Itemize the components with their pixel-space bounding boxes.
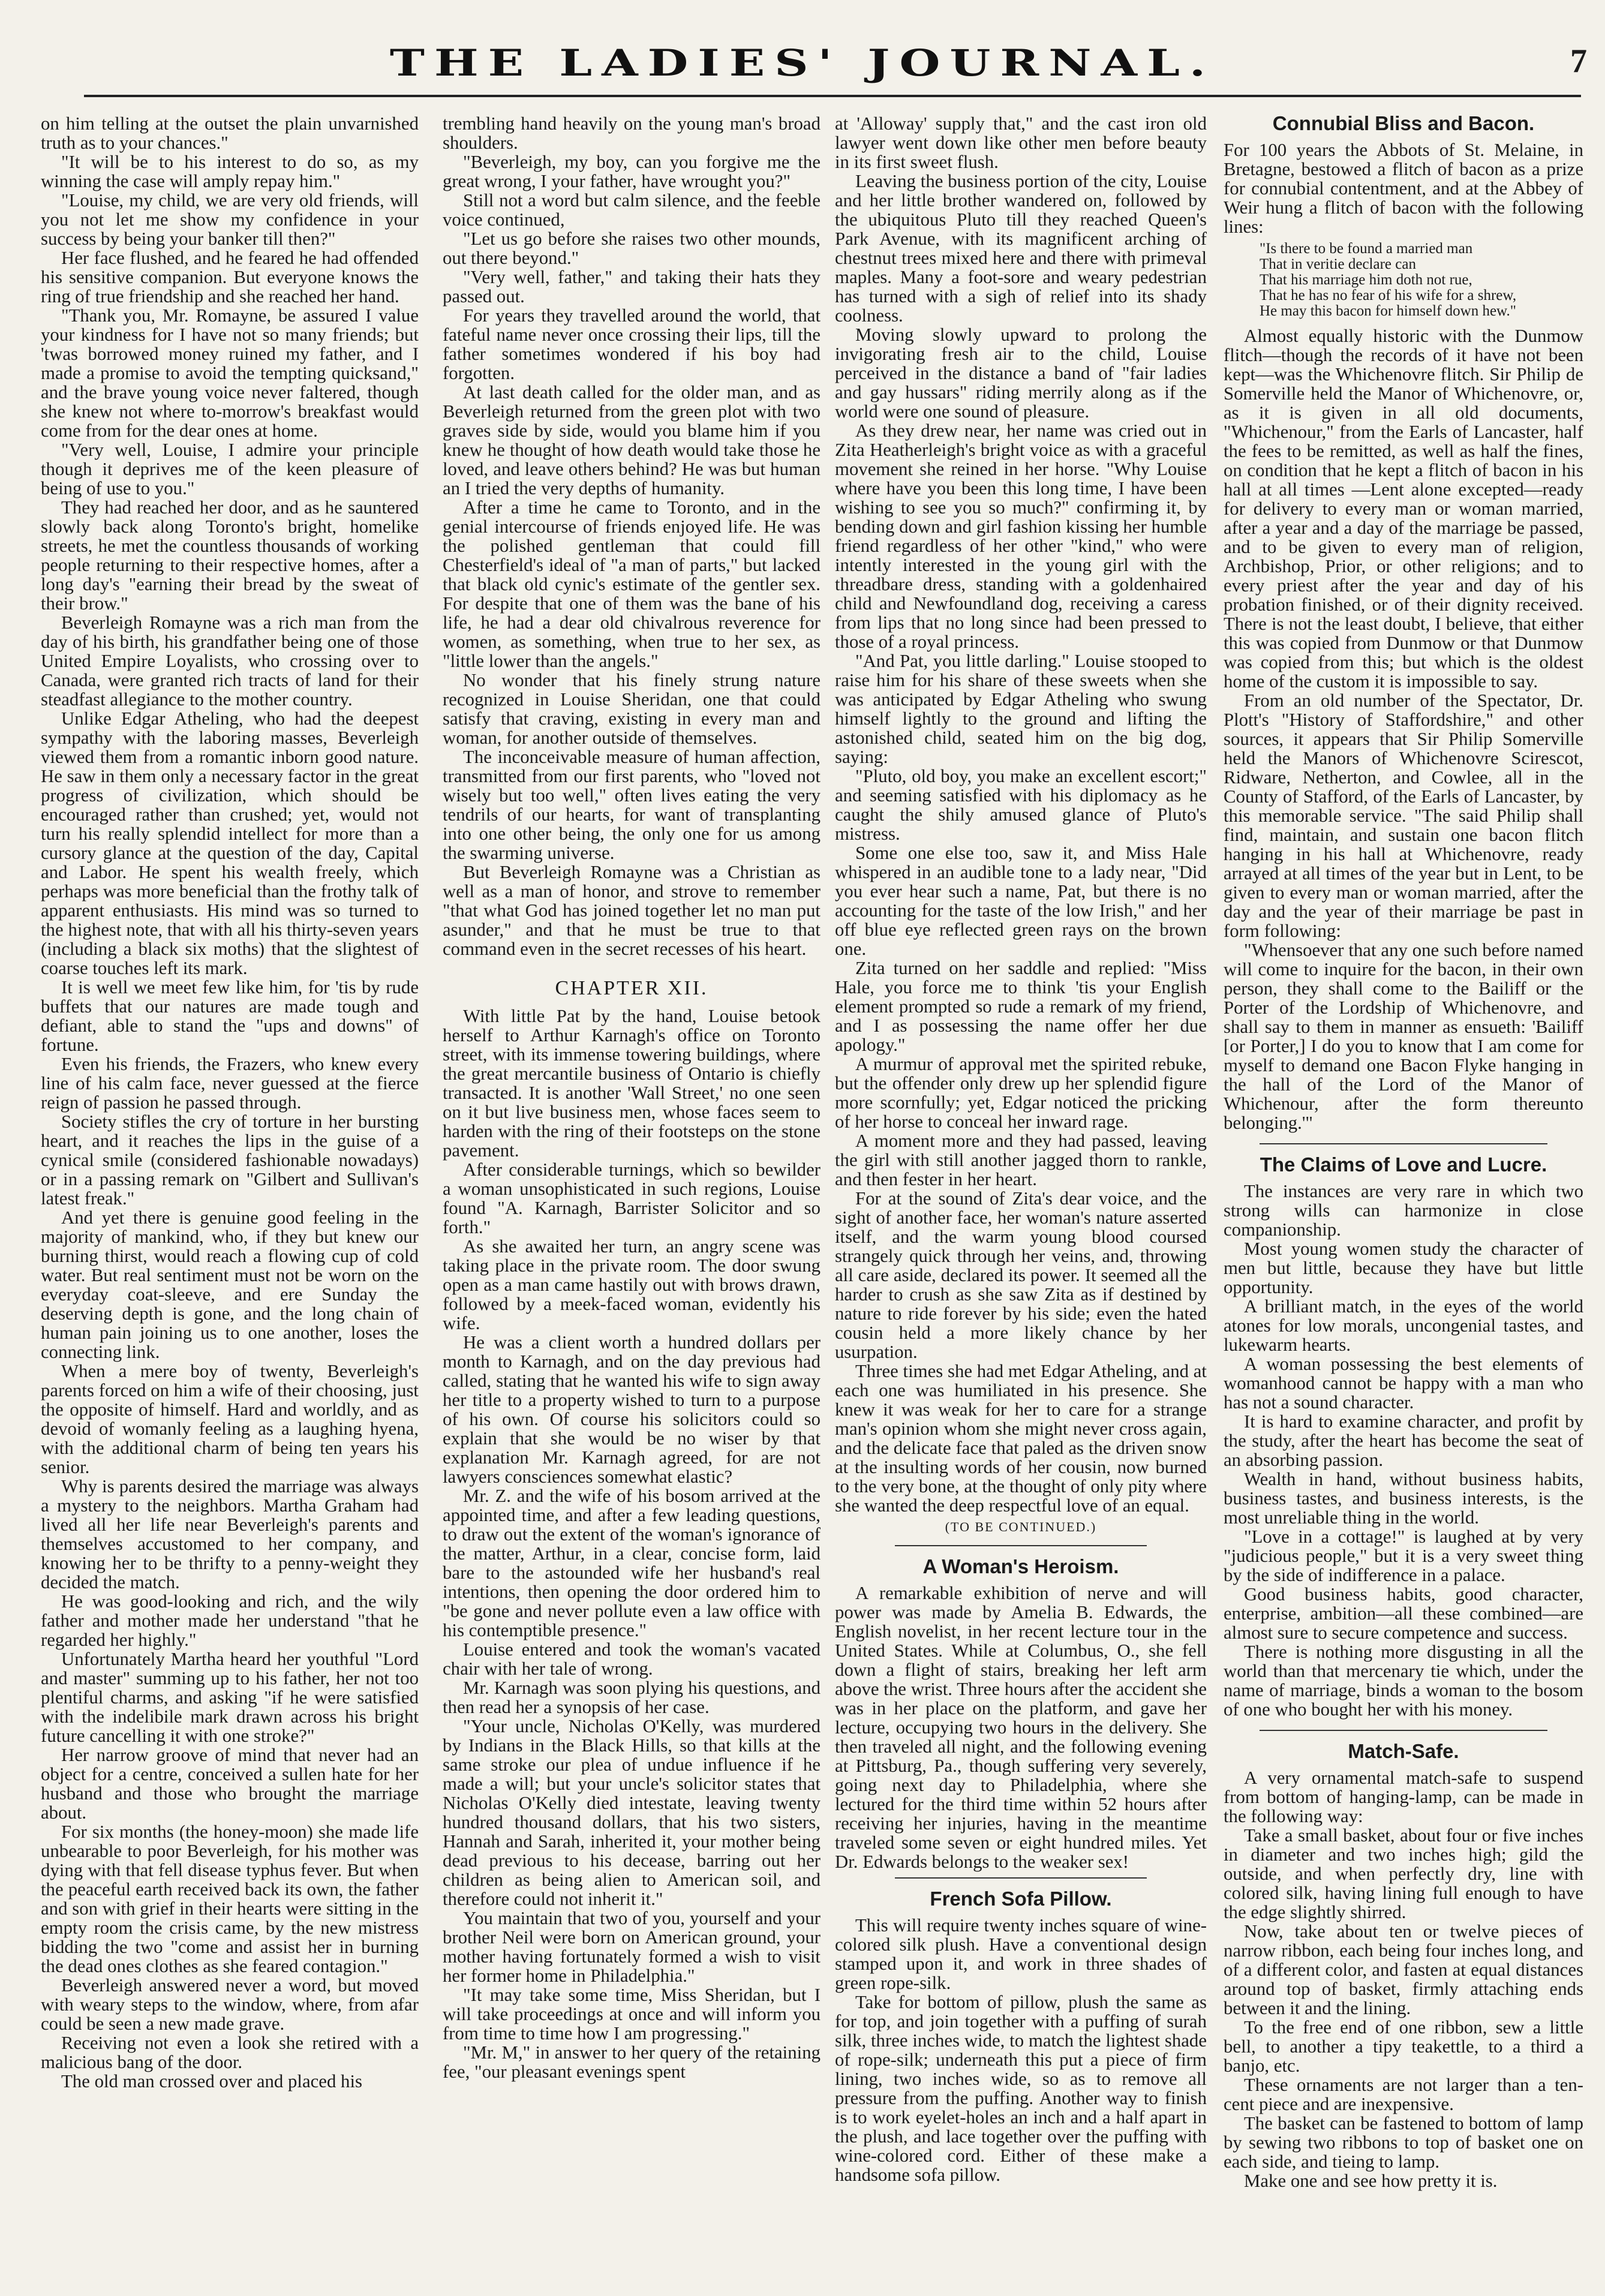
- paragraph: Zita turned on her saddle and replied: "Miss Hale, you force me to think 'tis your English element prompted so rude a remark of my friend, and I as possessing the name offer her due apology.": [835, 958, 1207, 1055]
- paragraph: "Louise, my child, we are very old friends, will you not let me show my confidence in your success by being your banker till then?": [41, 190, 419, 249]
- paragraph: Unlike Edgar Atheling, who had the deepest sympathy with the laboring masses, Beverleigh viewed them from a romantic inborn good nature. He saw in them only a necessary factor in the great progress of civilization, which should be encouraged rather than crushed; yet, would not turn his really splendid intellect for more than a cursory glance at the question of the day, Capital and Labor. He spent his wealth freely, which perhaps was more beneficial than the frothy talk of apparent enthusiasts. His mind was so turned to the highest note, that with all his thirty-seven years (including a black six moths) that the slightest of coarse touches left its mark.: [41, 708, 419, 978]
- paragraph: After a time he came to Toronto, and in the genial intercourse of friends enjoyed life. He was the polished gentleman that could fill Chesterfield's ideal of "a man of parts," but lacked that black old cynic's estimate of the gentler sex. For despite that one of them was the bane of his life, he had a dear old chivalrous reverence for women, as something, when true to her sex, as "little lower than the angels.": [443, 497, 820, 671]
- paragraph: You maintain that two of you, yourself and your brother Neil were born on American ground, your mother having fortunately formed a wish to visit her former home in Philadelphia.": [443, 1908, 820, 1986]
- paragraph: When a mere boy of twenty, Beverleigh's parents forced on him a wife of their choosing, just the opposite of himself. Hard and worldly, and as devoid of womanly feeling as a laughing hyena, with the additional charm of being ten years his senior.: [41, 1361, 419, 1477]
- bliss-heading: Connubial Bliss and Bacon.: [1272, 112, 1535, 134]
- paragraph: Society stifles the cry of torture in her bursting heart, and it reaches the lips in the guise of a cynical smile (considered fashionable nowadays) or in a passing remark on "Gilbert and Sullivan's latest freak.": [41, 1111, 419, 1209]
- paragraph: These ornaments are not larger than a ten-cent piece and are inexpensive.: [1224, 2075, 1583, 2114]
- paragraph: Almost equally historic with the Dunmow flitch—though the records of it have not been kept—was the Whichenovre flitch. Sir Philip de Somerville held the Manor of Whichenovre, or, as it is given in all old documents, "Whichenour," from the Earls of Lancaster, half the fees to be remitted, as well as half the fines, on condition that he kept a flitch of bacon in his hall at all times —Lent alone excepted—ready for delivery to every man or woman married, after a year and a day of the marriage be passed, and to be given to every man of religion, Archbishop, Prior, or other religions; and to every priest after the year and day of his probation finished, or of their dignity received. There is not the least doubt, I believe, that either this was copied from Dunmow or that Dunmow was copied from this; but which is the oldest home of the custom it is impossible to say.: [1224, 326, 1583, 692]
- divider: [1260, 1730, 1547, 1731]
- verse-line: That in veritie declare can: [1260, 256, 1416, 272]
- paragraph: "Whensoever that any one such before named will come to inquire for the bacon, in their own person, they shall come to the Bailiff or the Porter of the Lordship of Whichenovre, and shall say to them in manner as ensueth: 'Bailiff [or Porter,] I do you to know that I am come for myself to demand one Bacon Flyke hanging in the hall of the Lord of the Manor of Whichenour, after the form thereunto belonging.'": [1224, 940, 1583, 1133]
- paragraph: Most young women study the character of men but little, because they have but little opportunity.: [1224, 1239, 1583, 1297]
- bacon-verse: [1260, 241, 1583, 319]
- paragraph: "Pluto, old boy, you make an excellent escort;" and seeming satisfied with his diplomacy as he caught the shily amused glance of Pluto's mistress.: [835, 766, 1207, 844]
- paragraph: A remarkable exhibition of nerve and will power was made by Amelia B. Edwards, the English novelist, in her recent lecture tour in the United States. While at Columbus, O., she fell down a flight of stairs, breaking her left arm above the wrist. Three hours after the accident she was in her place on the platform, and gave her lecture, occupying two hours in the delivery. She then traveled all night, and the following evening at Pittsburg, Pa., though suffering very severely, going next day to Philadelphia, where she lectured for the third time within 52 hours after receiving her injuries, having in the meantime traveled some seven or eight hundred miles. Yet Dr. Edwards belongs to the weaker sex!: [835, 1583, 1207, 1872]
- love-lucre-heading: The Claims of Love and Lucre.: [1260, 1153, 1547, 1176]
- paragraph: Her narrow groove of mind that never had an object for a centre, conceived a sullen hate for her husband and those who brought the marriage about.: [41, 1745, 419, 1823]
- paragraph: A woman possessing the best elements of womanhood cannot be happy with a man who has not a sound character.: [1224, 1354, 1583, 1413]
- paragraph: A murmur of approval met the spirited rebuke, but the offender only drew up her splendid figure more scornfully; yet, Edgar noticed the pricking of her horse to conceal her inward rage.: [835, 1054, 1207, 1132]
- paragraph: The instances are very rare in which two strong wills can harmonize in close companionship.: [1224, 1181, 1583, 1240]
- verse-line: That he has no fear of his wife for a shrew,: [1260, 287, 1517, 303]
- heroism-heading: A Woman's Heroism.: [922, 1555, 1119, 1577]
- divider: [1260, 1143, 1547, 1144]
- paragraph: Her face flushed, and he feared he had offended his sensitive companion. But everyone knows the ring of true friendship and she reached her hand.: [41, 248, 419, 306]
- masthead-rule: [84, 95, 1581, 97]
- paragraph: The basket can be fastened to bottom of lamp by sewing two ribbons to top of basket one on each side, and tieing to lamp.: [1224, 2113, 1583, 2172]
- paragraph: The inconceivable measure of human affection, transmitted from our first parents, who "loved not wisely but too well," often lives eating the very tendrils of our hearts, for want of transplanting into one other being, the only one for us among the swarming universe.: [443, 747, 820, 863]
- chapter-text: [443, 1006, 820, 2081]
- paragraph: "Thank you, Mr. Romayne, be assured I value your kindness for I have not so many friends; but 'twas borrowed money ruined my father, and I made a promise to avoid the tempting quicksand," and the brave young voice never faltered, though she knew not where to-morrow's breakfast would come from for the dear ones at home.: [41, 305, 419, 441]
- paragraph: Wealth in hand, without business habits, business tastes, and business interests, is the most unreliable thing in the world.: [1224, 1469, 1583, 1528]
- paragraph: Beverleigh answered never a word, but moved with weary steps to the window, where, from afar could be seen a new made grave.: [41, 1975, 419, 2034]
- bliss-intro: For 100 years the Abbots of St. Melaine, in Bretagne, bestowed a flitch of bacon as a prize for connubial contentment, and at the Abbey of Weir hung a flitch of bacon with the following lines:: [1224, 140, 1583, 237]
- paragraph: Now, take about ten or twelve pieces of narrow ribbon, each being four inches long, and of a different color, and fasten at equal distances around top of basket, firmly attaching ends between it and the lining.: [1224, 1921, 1583, 2018]
- match-safe-heading: Match-Safe.: [1348, 1740, 1459, 1762]
- paragraph: A moment more and they had passed, leaving the girl with still another jagged thorn to rankle, and then fester in her heart.: [835, 1131, 1207, 1189]
- paragraph: trembling hand heavily on the young man's broad shoulders.: [443, 113, 820, 153]
- sofa-pillow-heading: French Sofa Pillow.: [930, 1888, 1112, 1910]
- paragraph: Louise entered and took the woman's vacated chair with her tale of wrong.: [443, 1639, 820, 1679]
- paragraph: Receiving not even a look she retired with a malicious bang of the door.: [41, 2033, 419, 2072]
- paragraph: There is nothing more disgusting in all the world than that mercenary tie which, under the name of marriage, binds a woman to the bosom of one who bought her with his money.: [1224, 1642, 1583, 1720]
- column-1: [41, 114, 419, 2091]
- verse-line: He may this bacon for himself down hew.": [1260, 303, 1516, 319]
- divider: [895, 1545, 1147, 1546]
- paragraph: Good business habits, good character, enterprise, ambition—all these combined—are almost sure to secure competence and success.: [1224, 1584, 1583, 1643]
- column-3: [835, 114, 1207, 2184]
- paragraph: Leaving the business portion of the city, Louise and her little brother wandered on, followed by the ubiquitous Pluto till they reached Queen's Park Avenue, with its magnificent arching of chestnut trees mixed here and there with primeval maples. Many a foot-sore and weary pedestrian has turned with a sigh of relief into its shady coolness.: [835, 171, 1207, 326]
- paragraph: "Very well, Louise, I admire your principle though it deprives me of the keen pleasure of being of use to you.": [41, 440, 419, 498]
- page-number: 7: [1570, 43, 1587, 80]
- paragraph: It is hard to examine character, and profit by the study, after the heart has become the seat of an absorbing passion.: [1224, 1411, 1583, 1470]
- heroism-article: [835, 1583, 1207, 1871]
- paragraph: Take a small basket, about four or five inches in diameter and two inches high; gild the outside, and when perfectly dry, line with colored silk, having lining full enough to have the edge slightly shirred.: [1224, 1825, 1583, 1922]
- paragraph: Why is parents desired the marriage was always a mystery to the neighbors. Martha Graham had lived all her life near Beverleigh's parents and themselves accustomed to her company, and knowing her to be thrifty to a penny-weight they decided the match.: [41, 1476, 419, 1592]
- paragraph: After considerable turnings, which so bewilder a woman unsophisticated in such regions, Louise found "A. Karnagh, Barrister Solicitor and so forth.": [443, 1159, 820, 1237]
- paragraph: Beverleigh Romayne was a rich man from the day of his birth, his grandfather being one of those United Empire Loyalists, who crossing over to Canada, were granted rich tracts of land for their steadfast allegiance to the mother country.: [41, 612, 419, 710]
- bliss-article: [1224, 326, 1583, 1132]
- paragraph: "Love in a cottage!" is laughed at by very "judicious people," but it is a very sweet thing by the side of indifference in a palace.: [1224, 1526, 1583, 1585]
- paragraph: "Mr. M," in answer to her query of the retaining fee, "our pleasant evenings spent: [443, 2042, 820, 2082]
- paragraph: No wonder that his finely strung nature recognized in Louise Sheridan, one that could satisfy that craving, existing in every man and woman, for another outside of themselves.: [443, 670, 820, 748]
- paragraph: A brilliant match, in the eyes of the world atones for low morals, uncongenial tastes, and lukewarm hearts.: [1224, 1296, 1583, 1355]
- paragraph: "And Pat, you little darling." Louise stooped to raise him for his share of these sweets when she was anticipated by Edgar Atheling who swung himself lightly to the ground and lifting the astonished child, seated him on the big dog, saying:: [835, 651, 1207, 767]
- paragraph: And yet there is genuine good feeling in the majority of mankind, who, if they but knew our burning thirst, would reach a flowing cup of cold water. But real sentiment must not be worn on the everyday coat-sleeve, and ere Sunday the deserving depth is gone, and the long chain of human pain joining us to one another, loses the connecting link.: [41, 1207, 419, 1362]
- paragraph: "Let us go before she raises two other mounds, out there beyond.": [443, 229, 820, 268]
- paragraph: "It will be to his interest to do so, as my winning the case will amply repay him.": [41, 152, 419, 191]
- paragraph: The old man crossed over and placed his: [61, 2071, 362, 2091]
- verse-line: "Is there to be found a married man: [1260, 241, 1473, 257]
- paragraph: From an old number of the Spectator, Dr. Plott's "History of Staffordshire," and other sources, it appears that Sir Philip Somerville held the Manors of Whichenovre Scirescot, Ridware, Netherton, and Cowlee, all in the County of Stafford, of the Earls of Lancaster, by this memorable service. "The said Philip shall find, maintain, and sustain one bacon flitch hanging in his hall at Whichenovre, ready arrayed at all times of the year but in Lent, to be given to every man or woman married, after the day and the year of their marriage be past in form following:: [1224, 690, 1583, 941]
- paragraph: To the free end of one ribbon, sew a little bell, to another a tipy teakettle, to a third a banjo, etc.: [1224, 2017, 1583, 2076]
- paragraph: "Beverleigh, my boy, can you forgive me the great wrong, I your father, have wrought you?": [443, 152, 820, 191]
- to-be-continued: (TO BE CONTINUED.): [945, 1519, 1097, 1534]
- paragraph: For years they travelled around the world, that fateful name never once crossing their lips, till the father sometimes wondered if his boy had forgotten.: [443, 305, 820, 383]
- paragraph: A very ornamental match-safe to suspend from bottom of hanging-lamp, can be made in the following way:: [1224, 1768, 1583, 1826]
- story-continued-text: [443, 114, 820, 958]
- paragraph: Mr. Karnagh was soon plying his questions, and then read her a synopsis of her case.: [443, 1678, 820, 1717]
- paragraph: He was a client worth a hundred dollars per month to Karnagh, and on the day previous had called, stating that he wanted his wife to sign away her title to a property wished to turn to a purpose of his own. Of course his solicitors could so explain that she would be no wiser by that explanation Mr. Karnagh agreed, for are not lawyers consciences somewhat elastic?: [443, 1332, 820, 1487]
- paragraph: "It may take some time, Miss Sheridan, but I will take proceedings at once and will inform you from time to time how I am progressing.": [443, 1985, 820, 2043]
- paragraph: They had reached her door, and as he sauntered slowly back along Toronto's bright, homelike streets, he met the countless thousands of working people returning to their respective homes, after a long day's "earning their bread by the sweat of their brow.": [41, 497, 419, 614]
- paragraph: "Very well, father," and taking their hats they passed out.: [443, 267, 820, 306]
- love-lucre-article: [1224, 1182, 1583, 1719]
- paragraph: Some one else too, saw it, and Miss Hale whispered in an audible tone to a lady near, "Did you ever hear such a name, Pat, but there is no accounting for the taste of the low Irish," and her off blue eye reflected green rays on the brown one.: [835, 843, 1207, 959]
- paragraph: Mr. Z. and the wife of his bosom arrived at the appointed time, and after a few leading questions, to draw out the extent of the woman's ignorance of the matter, Arthur, in a clear, concise form, laid bare to the astounded wife her husband's real intentions, then opening the door ordered him to "be gone and never pollute even a law office with his contemptible presence.": [443, 1486, 820, 1640]
- paragraph: on him telling at the outset the plain unvarnished truth as to your chances.": [41, 113, 419, 153]
- paragraph: As they drew near, her name was cried out in Zita Heatherleigh's bright voice as with a graceful movement she reined in her horse. "Why Louise where have you been this long time, I have been wishing to see you so much?" confirming it, by bending down and girl fashion kissing her humble friend regardless of her other "kind," who were intently interested in the young girl with the threadbare dress, standing with a goldenhaired child and Newfoundland dog, receiving a caress from lips that no long since had been pressed to those of a royal princess.: [835, 420, 1207, 652]
- story-text: [835, 114, 1207, 1515]
- divider: [895, 1877, 1147, 1879]
- masthead: [0, 0, 1605, 102]
- paragraph: "Your uncle, Nicholas O'Kelly, was murdered by Indians in the Black Hills, so that kills at the same stroke our plea of undue influence if he made a will; but your uncle's solicitor states that Nicholas O'Kelly died intestate, leaving twenty hundred thousand dollars, that his two sisters, Hannah and Sarah, inherited it, your mother being dead previous to his decease, barring out her children as being alien to American soil, and therefore could not inherit it.": [443, 1716, 820, 1909]
- column-2: [443, 114, 820, 2081]
- paragraph: It is well we meet few like him, for 'tis by rude buffets that our natures are made tough and defiant, able to stand the "ups and downs" of fortune.: [41, 977, 419, 1055]
- paragraph: Unfortunately Martha heard her youthful "Lord and master" summing up to his father, her not too plentiful charms, and asking "if he were satisfied with the indelibile mark drawn across his bright future cancelling it with one stroke?": [41, 1649, 419, 1746]
- paragraph: Take for bottom of pillow, plush the same as for top, and join together with a puffing of surah silk, three inches wide, to match the lightest shade of rope-silk; underneath this put a piece of firm lining, two inches wide, so as to remove all pressure from the puffing. Another way to finish is to work eyelet-holes an inch and a half apart in the plush, and lace together over the puffing with wine-colored cord. Either of these make a handsome sofa pillow.: [835, 1992, 1207, 2185]
- chapter-heading: CHAPTER XII.: [555, 977, 708, 999]
- verse-line: That his marriage him doth not rue,: [1260, 272, 1472, 288]
- paragraph: Even his friends, the Frazers, who knew every line of his calm face, never guessed at the fierce reign of passion he passed through.: [41, 1054, 419, 1113]
- paragraph: at 'Alloway' supply that," and the cast iron old lawyer went down like other men before beauty in its first sweet flush.: [835, 113, 1207, 172]
- paragraph: Three times she had met Edgar Atheling, and at each one was humiliated in his presence. She knew it was weak for her to care for a strange man's opinion whom she might never cross again, and the delicate face that paled as the driven snow at the insulting words of her cousin, now burned to the very bone, at the thought of only pity where she wanted the deep respectful love of an equal.: [835, 1361, 1207, 1516]
- paragraph: But Beverleigh Romayne was a Christian as well as a man of honor, and strove to remember "that what God has joined together let no man put asunder," and that he must be true to that command even in the secret recesses of his heart.: [443, 862, 820, 959]
- paragraph: This will require twenty inches square of wine-colored silk plush. Have a conventional design stamped upon it, and work in three shades of green rope-silk.: [835, 1915, 1207, 1993]
- paragraph: At last death called for the older man, and as Beverleigh returned from the green plot with two graves side by side, would you blame him if you knew he thought of how death would take those he loved, and leave others behind? He was but human an I tried the very depths of humanity.: [443, 382, 820, 498]
- match-safe-article: [1224, 1768, 1583, 2190]
- paragraph: As she awaited her turn, an angry scene was taking place in the private room. The door swung open as a man came hastily out with brows drawn, followed by a meek-faced woman, evidently his wife.: [443, 1236, 820, 1333]
- paragraph: For six months (the honey-moon) she made life unbearable to poor Beverleigh, for his mother was dying with that fell disease typhus fever. But when the peaceful earth received back its own, the father and son with grief in their hearts were sitting in the empty room the crisis came, by the new mistress bidding the two "come and assist her in burning the dead ones clothes as she feared contagion.": [41, 1822, 419, 1976]
- column-4: [1224, 114, 1583, 2190]
- sofa-pillow-article: [835, 1916, 1207, 2184]
- paragraph: Still not a word but calm silence, and the feeble voice continued,: [443, 190, 820, 230]
- paragraph: Make one and see how pretty it is.: [1244, 2171, 1498, 2191]
- paragraph: Moving slowly upward to prolong the invigorating fresh air to the child, Louise perceived in the distance a band of "fair ladies and gay hussars" riding merrily along as if the world were one sound of pleasure.: [835, 324, 1207, 422]
- paragraph: He was good-looking and rich, and the wily father and mother made her understand "that he regarded her highly.": [41, 1591, 419, 1650]
- paragraph: With little Pat by the hand, Louise betook herself to Arthur Karnagh's office on Toronto street, with its immense towering buildings, where the great mercantile business of Ontario is chiefly transacted. It is another 'Wall Street,' no one seen on it but live business men, whose faces seem to harden with the ring of their footsteps on the stone pavement.: [443, 1006, 820, 1161]
- paragraph: For at the sound of Zita's dear voice, and the sight of another face, her woman's nature asserted itself, and the warm young blood coursed strangely quick through her veins, and, throwing all care aside, declared its power. It seemed all the harder to crush as she saw Zita as if destined by nature to ride forever by his side; even the hated cousin held a more likely chance by her usurpation.: [835, 1188, 1207, 1362]
- journal-title: THE LADIES' JOURNAL.: [389, 42, 1216, 85]
